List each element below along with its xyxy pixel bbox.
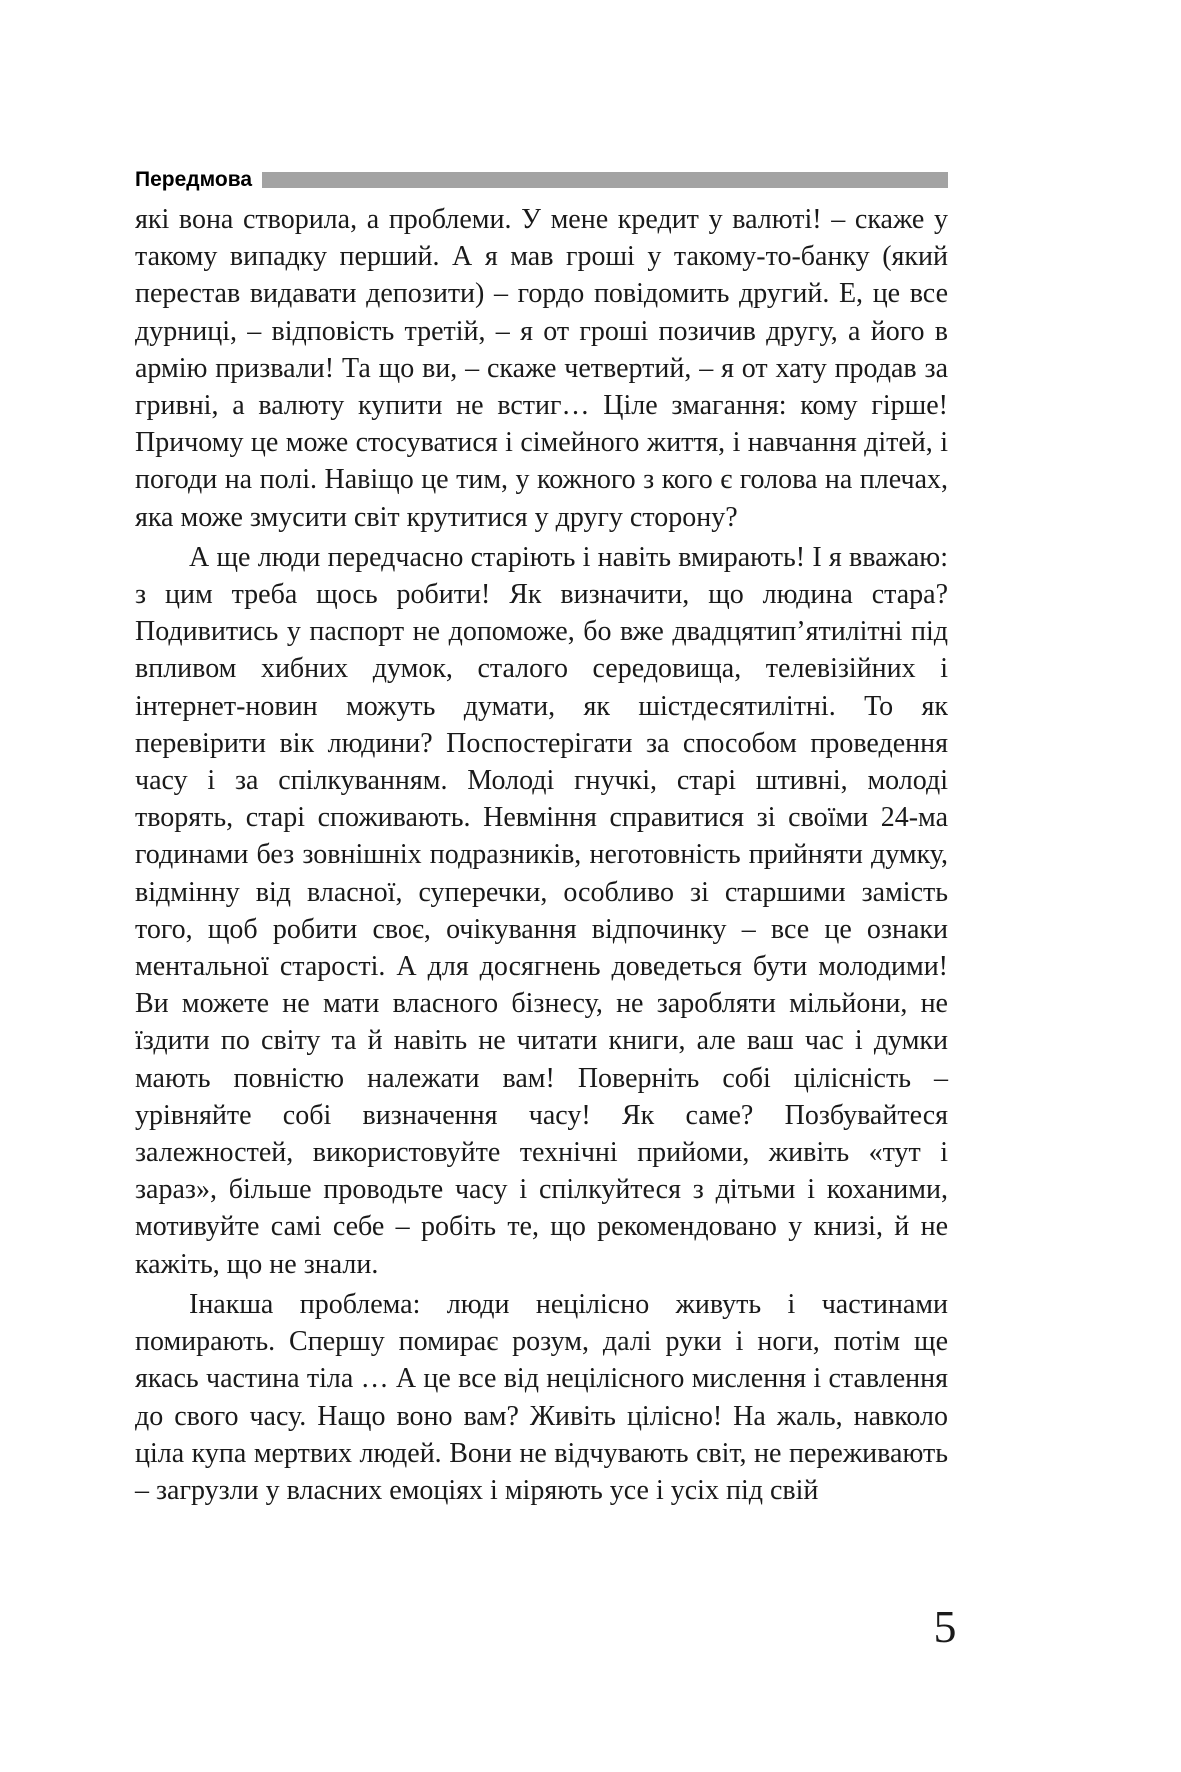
paragraph-1: які вона створила, а проблеми. У мене кредит у валюті! – скаже у такому випадку перший. А я мав гроші у такому-то-банку (який перестав видавати депозити) – гордо повідомить другий. Е, це все дурниці, – відповість третій, – я от гроші позичив другу, а його в армію призвали! Та що ви, – скаже четвертий, – я от хату продав за гривні, а валюту купити не встиг… Ціле змагання: кому гірше! Причому це може стосуватися і сімейного життя, і навчання дітей, і погоди на полі. Навіщо це тим, у кожного з кого є голова на плечах, яка може змусити світ крутитися у другу сторону? — [135, 204, 948, 533]
paragraph-3: Інакша проблема: люди нецілісно живуть і частинами помирають. Спершу помирає розум, далі руки і ноги, потім ще якась частина тіла … А це все від нецілісного мислення і ставлення до свого часу. Нащо воно вам? Живіть цілісно! На жаль, навколо ціла купа мертвих людей. Вони не відчувають світ, не переживають – загрузли у власних емоціях і міряють усе і усіх під свій — [135, 1288, 948, 1506]
section-title: Передмова — [135, 168, 253, 191]
paragraph-2: А ще люди передчасно старіють і навіть вмирають! І я вважаю: з цим треба щось робити! Як визначити, що людина стара? Подивитись у паспорт не допоможе, бо вже двадцятип’ятилітні під впливом хибних думок, сталого середовища, телевізійних і інтернет-новин можуть думати, як шістдесятилітні. То як перевірити вік людини? Поспостерігати за способом проведення часу і за спілкуванням. Молоді гнучкі, старі штивні, молоді творять, старі споживають. Невміння справитися зі своїми 24-ма годинами без зовнішніх подразників, неготовність прийняти думку, відмінну від власної, суперечки, особливо зі старшими замість того, щоб робити своє, очікування відпочинку – все це ознаки ментальної старості. А для досягнень доведеться бути молодими! Ви можете не мати власного бізнесу, не заробляти мільйони, не їздити по світу та й навіть не читати книги, але ваш час і думки мають повністю належати вам! Поверніть собі цілісність – урівняйте собі визначення часу! Як саме? Позбувайтеся залежностей, використовуйте технічні прийоми, живіть «тут і зараз», більше проводьте часу і спілкуйтеся з дітьми і коханими, мотивуйте самі себе – робіть те, що рекомендовано у книзі, й не кажіть, що не знали. — [135, 541, 948, 1280]
page-number: 5 — [933, 1601, 957, 1652]
body-text — [135, 201, 948, 1509]
running-header — [135, 163, 948, 197]
header-rule — [262, 172, 948, 188]
